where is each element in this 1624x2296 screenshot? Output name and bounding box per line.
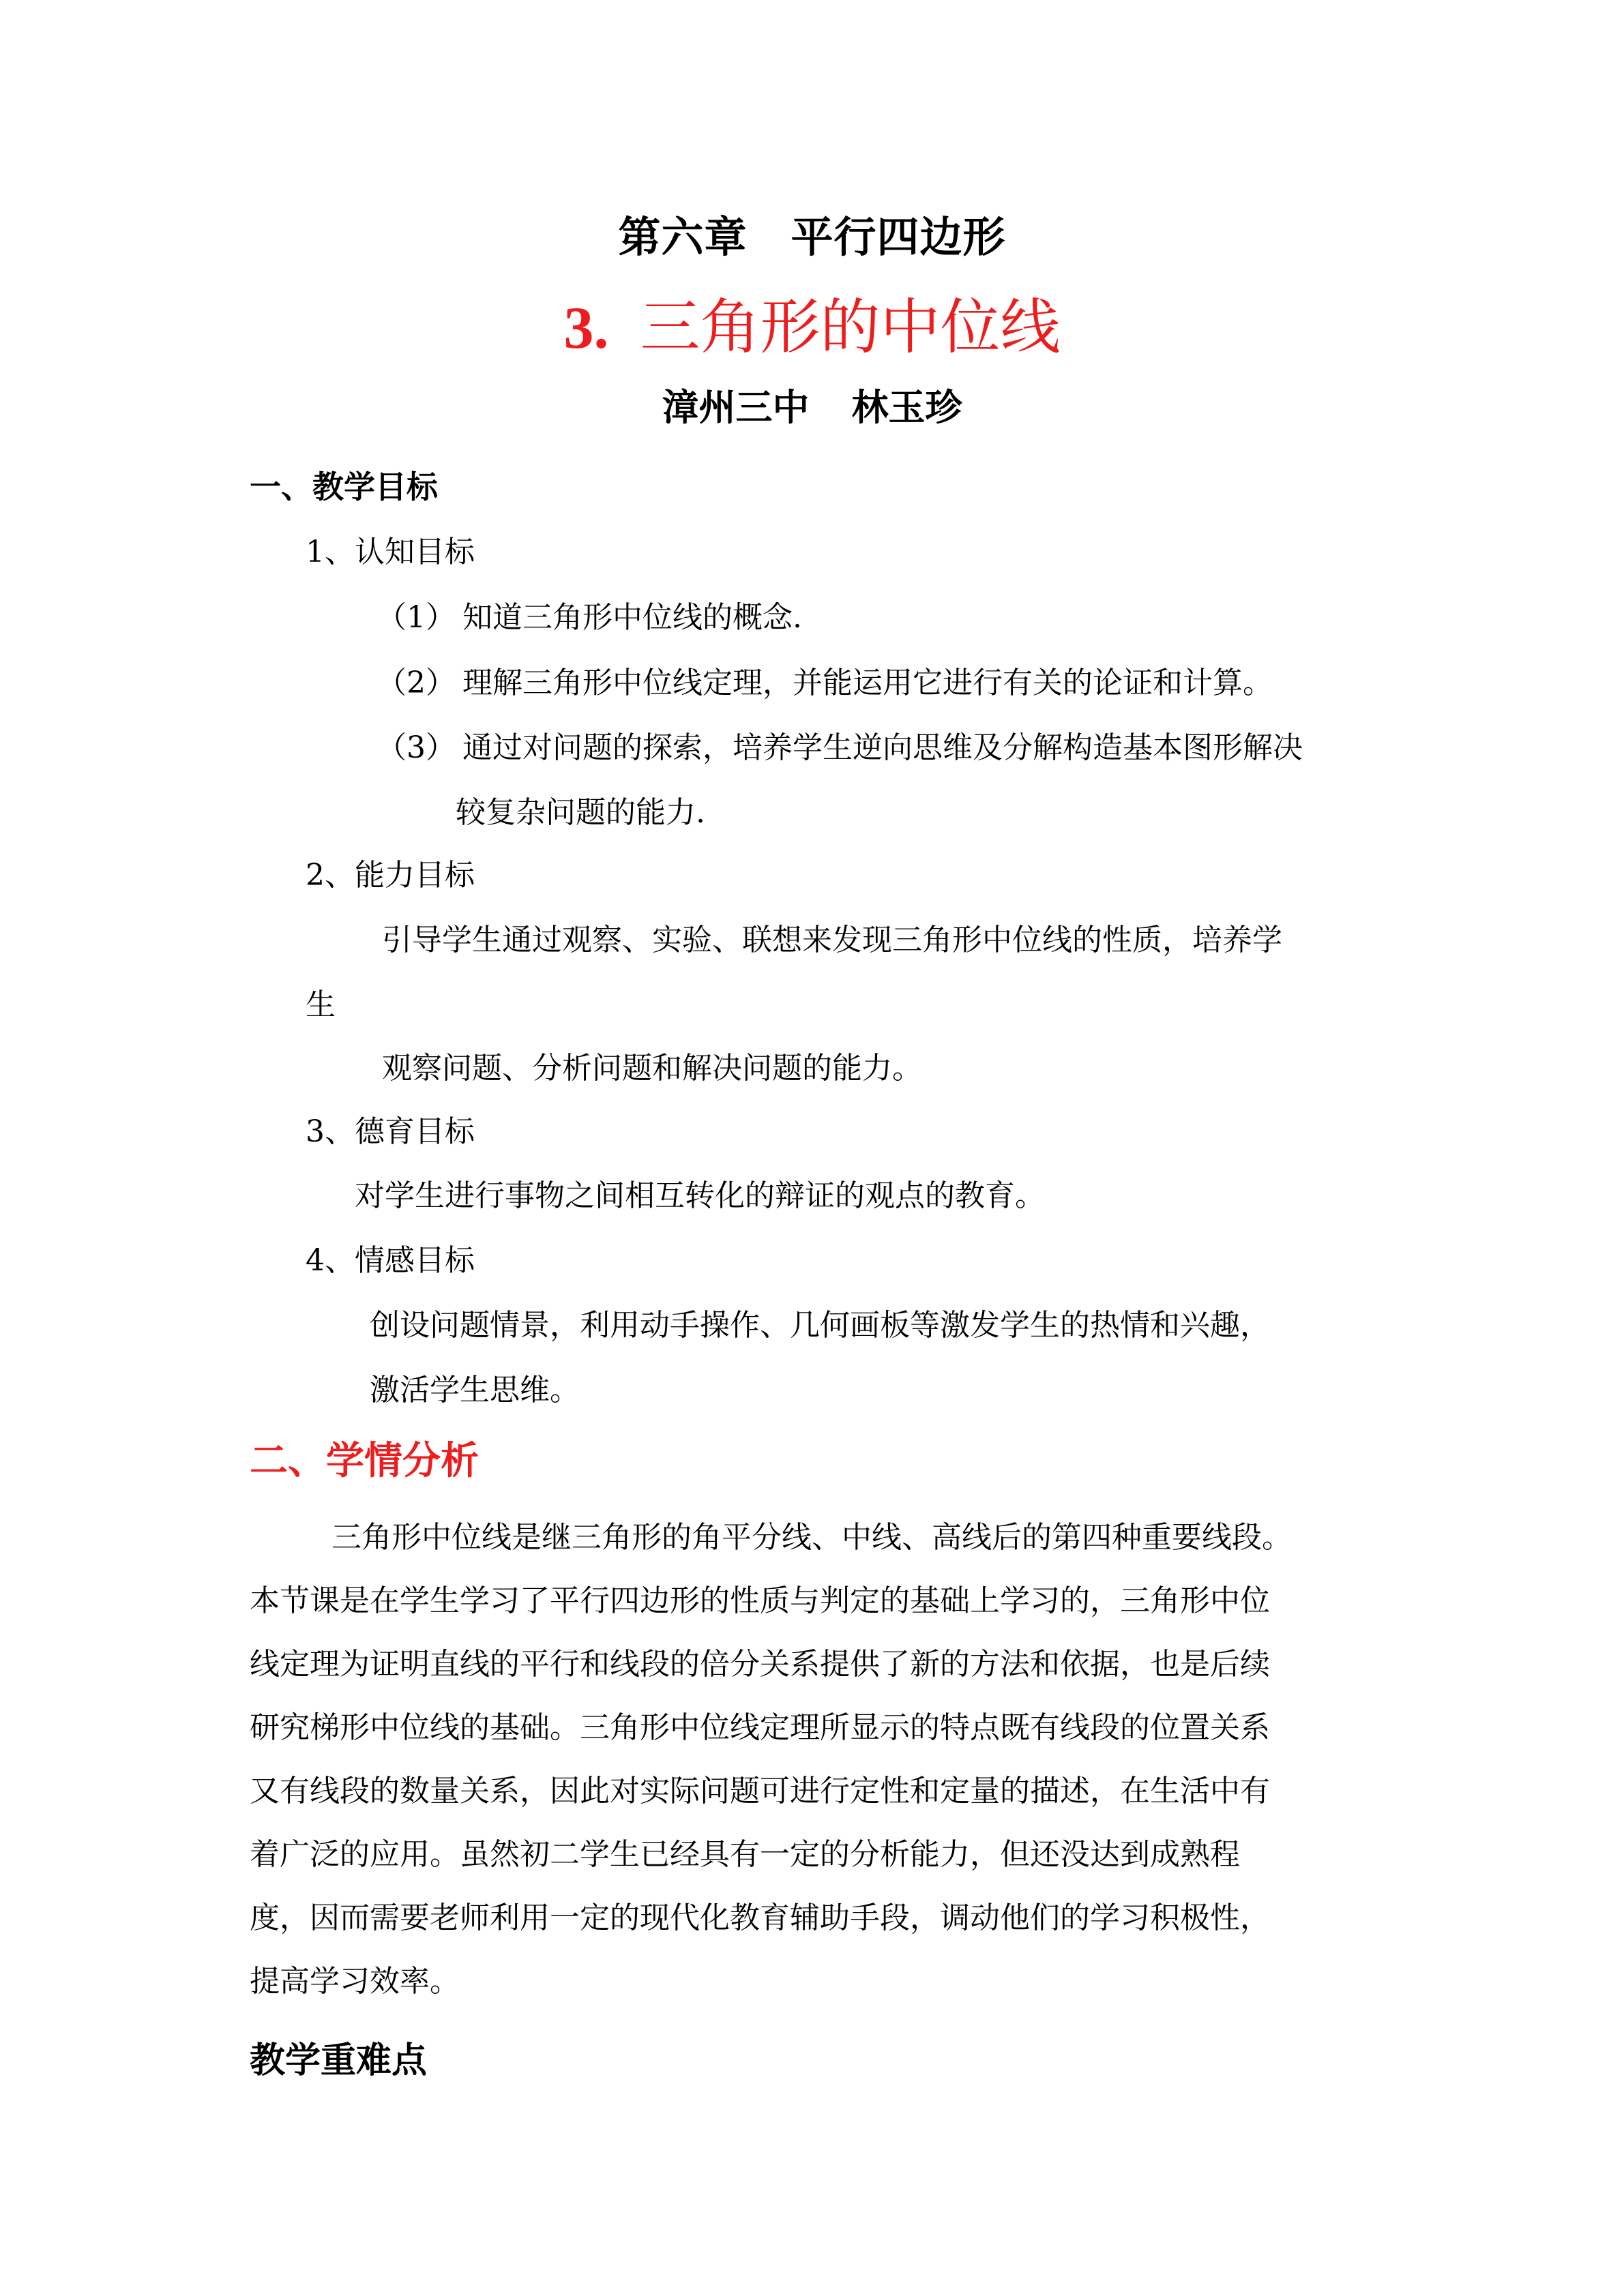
item-number: （3） bbox=[377, 730, 456, 765]
ability-text-line-2: 生 bbox=[306, 987, 336, 1022]
item-number: （2） bbox=[377, 666, 456, 700]
item-text: 知道三角形中位线的概念. bbox=[462, 600, 802, 635]
ability-text-line-3: 观察问题、分析问题和解决问题的能力。 bbox=[382, 1051, 922, 1086]
ability-text-line-1: 引导学生通过观察、实验、联想来发现三角形中位线的性质，培养学 bbox=[382, 923, 1282, 957]
section-heading-teaching-goals: 一、教学目标 bbox=[250, 468, 438, 505]
cognitive-item-1 bbox=[377, 596, 802, 640]
emotion-text-line-1: 创设问题情景，利用动手操作、几何画板等激发学生的热情和兴趣， bbox=[370, 1308, 1270, 1343]
subheading-ability-goals: 2、能力目标 bbox=[306, 858, 475, 893]
subheading-emotion-goals: 4、情感目标 bbox=[306, 1243, 475, 1278]
lesson-title bbox=[0, 286, 1624, 370]
subheading-cognitive-goals: 1、认知目标 bbox=[306, 535, 475, 569]
section-heading-key-difficulties: 教学重难点 bbox=[250, 2040, 428, 2081]
analysis-line-5: 又有线段的数量关系，因此对实际问题可进行定性和定量的描述，在生活中有 bbox=[250, 1774, 1270, 1808]
lesson-name: 三角形的中位线 bbox=[640, 292, 1061, 362]
school-name: 漳州三中 bbox=[662, 386, 810, 429]
analysis-line-8: 提高学习效率。 bbox=[250, 1964, 460, 1999]
author-name: 林玉珍 bbox=[851, 386, 962, 429]
item-text: 通过对问题的探索，培养学生逆向思维及分解构造基本图形解决 bbox=[462, 730, 1303, 765]
analysis-line-7: 度，因而需要老师利用一定的现代化教育辅助手段，调动他们的学习积极性， bbox=[250, 1900, 1270, 1935]
item-number: （1） bbox=[377, 600, 456, 635]
chapter-heading bbox=[0, 208, 1624, 267]
analysis-line-6: 着广泛的应用。虽然初二学生已经具有一定的分析能力，但还没达到成熟程 bbox=[250, 1837, 1240, 1872]
analysis-line-2: 本节课是在学生学习了平行四边形的性质与判定的基础上学习的，三角形中位 bbox=[250, 1583, 1270, 1618]
chapter-title: 平行四边形 bbox=[791, 212, 1006, 262]
emotion-text-line-2: 激活学生思维。 bbox=[370, 1373, 580, 1407]
cognitive-item-3 bbox=[377, 726, 1303, 770]
analysis-line-3: 线定理为证明直线的平行和线段的倍分关系提供了新的方法和依据，也是后续 bbox=[250, 1647, 1270, 1682]
item-text: 理解三角形中位线定理，并能运用它进行有关的论证和计算。 bbox=[462, 666, 1273, 700]
section-heading-learning-analysis: 二、学情分析 bbox=[250, 1439, 479, 1483]
author-line bbox=[0, 382, 1624, 434]
cognitive-item-2 bbox=[377, 661, 1273, 705]
analysis-line-1: 三角形中位线是继三角形的角平分线、中线、高线后的第四种重要线段。 bbox=[331, 1520, 1292, 1555]
chapter-number: 第六章 bbox=[618, 212, 748, 262]
cognitive-item-3-continued: 较复杂问题的能力. bbox=[456, 795, 705, 830]
moral-text-line-1: 对学生进行事物之间相互转化的辩证的观点的教育。 bbox=[355, 1178, 1045, 1213]
lesson-number: 3. bbox=[563, 295, 609, 361]
subheading-moral-goals: 3、德育目标 bbox=[306, 1114, 475, 1149]
analysis-line-4: 研究梯形中位线的基础。三角形中位线定理所显示的特点既有线段的位置关系 bbox=[250, 1710, 1270, 1745]
